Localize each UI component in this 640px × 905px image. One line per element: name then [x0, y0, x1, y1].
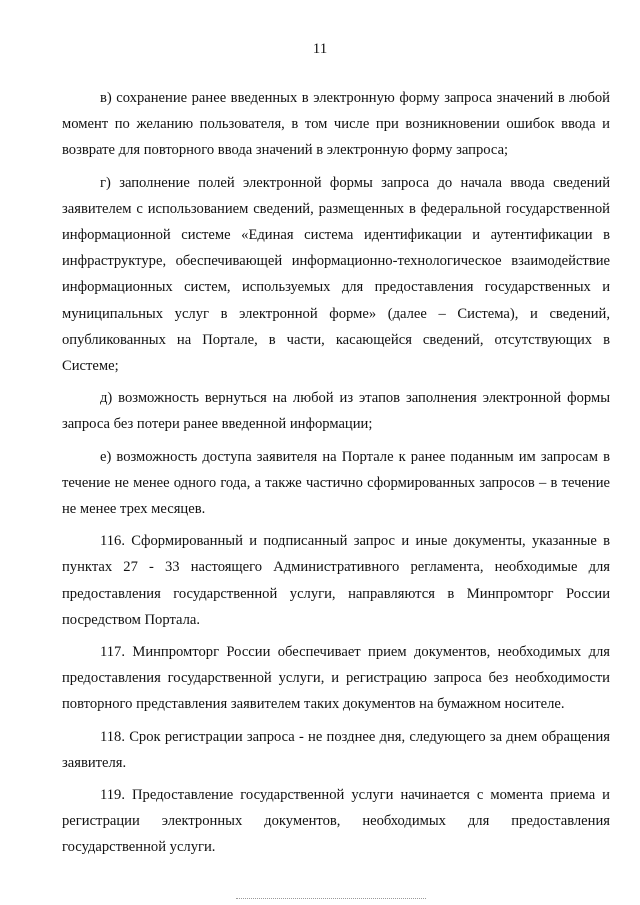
paragraph-g: г) заполнение полей электронной формы запроса до начала ввода сведений заявителем с использованием сведений, размещенных в федеральной государственной информационной системе «Единая система идентификации и аутентификации в инфраструктуре, обеспечивающей информационно-технологическое взаимодействие информационных систем, используемых для предоставления государственных и муниципальных услуг в электронной форме» (далее – Система), и сведений, опубликованных на Портале, в части, касающейся сведений, отсутствующих в Системе; [62, 174, 610, 375]
paragraph-d: д) возможность вернуться на любой из этапов заполнения электронной формы запроса без потери ранее введенной информации; [62, 390, 610, 433]
page-number: 11 [312, 41, 328, 57]
scan-edge-mark [236, 898, 426, 900]
paragraph-117: 117. Минпромторг России обеспечивает прием документов, необходимых для предоставления государственной услуги, и регистрацию запроса без необходимости повторного представления заявителем таких документов на бумажном носителе. [62, 644, 610, 713]
document-body [62, 85, 610, 861]
paragraph-119: 119. Предоставление государственной услуги начинается с момента приема и регистрации электронных документов, необходимых для предоставления государственной услуги. [62, 787, 610, 856]
paragraph-e: е) возможность доступа заявителя на Портале к ранее поданным им запросам в течение не менее одного года, а также частично сформированных запросов – в течение не менее трех месяцев. [62, 448, 610, 518]
paragraph-118: 118. Срок регистрации запроса - не позднее дня, следующего за днем обращения заявителя. [62, 728, 610, 771]
paragraph-v: в) сохранение ранее введенных в электронную форму запроса значений в любой момент по желанию пользователя, в том числе при возникновении ошибок ввода и возврате для повторного ввода значений в электронную форму запроса; [62, 90, 610, 159]
paragraph-116: 116. Сформированный и подписанный запрос и иные документы, указанные в пунктах 27 - 33 настоящего Административного регламента, необходимые для предоставления государственной услуги, направляются в Минпромторг России посредством Портала. [62, 533, 610, 628]
